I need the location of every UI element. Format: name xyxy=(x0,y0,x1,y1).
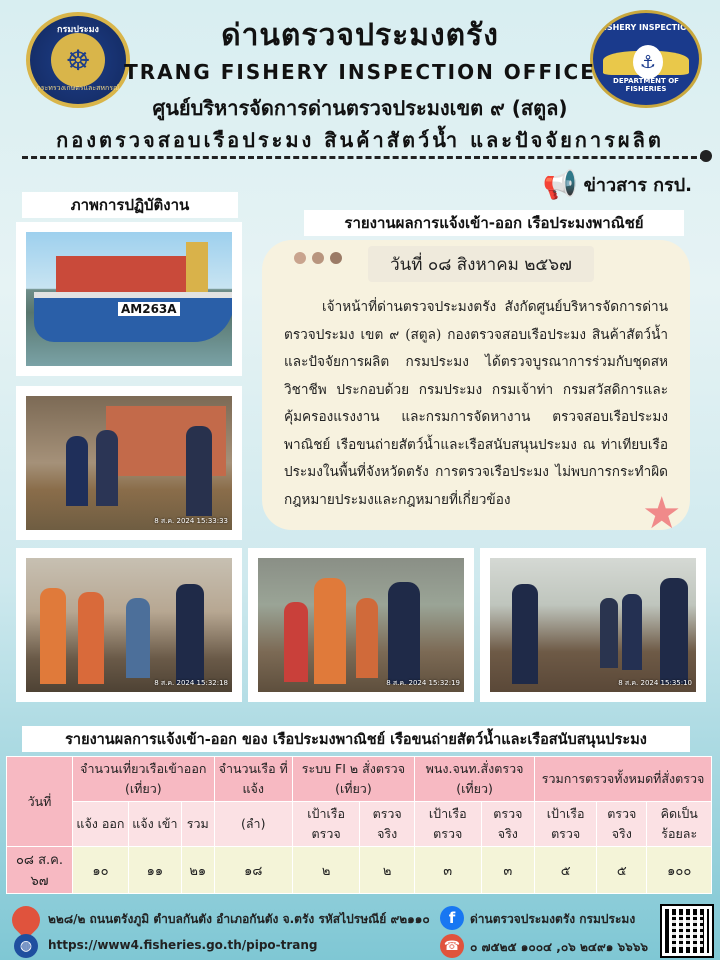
subtitle-center: ศูนย์บริหารจัดการด่านตรวจประมงเขต ๙ (สตูล) xyxy=(152,96,568,120)
sub-fi-target: เป้าเรือ ตรวจ xyxy=(292,802,360,847)
globe-icon: ◍ xyxy=(14,934,38,958)
sub-out: แจ้ง ออก xyxy=(73,802,129,847)
right-logo-top-text: FISHERY INSPECTION xyxy=(598,23,694,32)
col-boats: จำนวนเรือ ที่แจ้ง xyxy=(214,757,292,802)
col-fi: ระบบ FI ๒ สั่งตรวจ (เที่ยว) xyxy=(292,757,414,802)
crew-figure xyxy=(356,598,378,678)
qr-code xyxy=(662,906,712,956)
photo-crew-check-1 xyxy=(16,548,242,702)
news-label: ข่าวสาร กรป. xyxy=(583,175,692,196)
cell-tot-actual: ๕ xyxy=(597,847,647,894)
col-pnk: พนง.จนท.สั่งตรวจ (เที่ยว) xyxy=(414,757,534,802)
sub-pnk-target: เป้าเรือ ตรวจ xyxy=(414,802,481,847)
cell-in: ๑๑ xyxy=(128,847,181,894)
crew-figure xyxy=(284,602,308,682)
officer-figure xyxy=(600,598,618,668)
cell-fi-actual: ๒ xyxy=(360,847,415,894)
page-title: ด่านตรวจประมงตรัง xyxy=(221,18,499,53)
boat-registration: AM263A xyxy=(118,302,180,316)
divider xyxy=(22,156,706,159)
photo-inspection-boat xyxy=(16,386,242,540)
report-card xyxy=(262,240,690,530)
officer-figure xyxy=(186,426,212,516)
crew-figure xyxy=(314,578,346,684)
cell-pnk-actual: ๓ xyxy=(481,847,535,894)
report-body: เจ้าหน้าที่ด่านตรวจประมงตรัง สังกัดศูนย์บริหารจัดการด่านตรวจประมง เขต ๙ (สตูล) กองตรวจสอบเรือประมง สินค้าสัตว์น้ำ และปัจจัยการผลิต กรมประมง ได้ตรวจบูรณาการร่วมกับชุดสหวิชาชีพ ประกอบด้วย กรมประมง กรมเจ้าท่า กรมสวัสดิการและคุ้มครองแรงงาน และกรมการจัดหางาน ตรวจสอบเรือประมงพาณิชย์ เรือขนถ่ายสัตว์น้ำและเรือสนับสนุนประมง ณ ท่าเทียบเรือประมงในพื้นที่จังหวัดตรัง การตรวจเรือประมง ไม่พบการกระทำผิดกฎหมายประมงและกฎหมายที่เกี่ยวข้อง xyxy=(284,299,668,508)
col-total: รวมการตรวจทั้งหมดที่สั่งตรวจ xyxy=(535,757,712,802)
sub-in: แจ้ง เข้า xyxy=(128,802,181,847)
table-header-row xyxy=(7,757,712,802)
cell-sum: ๒๑ xyxy=(181,847,214,894)
footer xyxy=(0,900,720,960)
officer-figure xyxy=(176,584,204,684)
report-section-label: รายงานผลการแจ้งเข้า-ออก เรือประมงพาณิชย์ xyxy=(304,210,684,236)
officer-figure xyxy=(512,584,538,684)
sub-unit: (ลำ) xyxy=(214,802,292,847)
decorative-dots xyxy=(294,252,342,264)
phone-numbers: ๐ ๗๕๒๕ ๑๐๐๔ ,๐๖ ๒๔๙๑ ๖๖๖๖ xyxy=(470,940,649,954)
cell-day: ๐๘ ส.ค. ๖๗ xyxy=(7,847,73,894)
divider-dot xyxy=(700,150,712,162)
office-name-en: TRANG FISHERY INSPECTION OFFICE xyxy=(124,60,596,84)
left-logo-bottom-text: กระทรวงเกษตรและสหกรณ์ xyxy=(36,84,120,92)
sub-sum: รวม xyxy=(181,802,214,847)
table-title: รายงานผลการแจ้งเข้า-ออก ของ เรือประมงพาณิชย์ เรือขนถ่ายสัตว์น้ำและเรือสนับสนุนประมง xyxy=(22,726,690,752)
sub-fi-actual: ตรวจ จริง xyxy=(360,802,415,847)
crew-figure xyxy=(40,588,66,684)
col-day: วันที่ xyxy=(7,757,73,847)
header xyxy=(0,0,720,170)
report-table xyxy=(6,756,712,894)
anchor-icon: ⚓ xyxy=(633,45,663,79)
megaphone-icon: 📢 xyxy=(542,168,578,201)
photo-timestamp: 8 ส.ค. 2024 15:32:18 xyxy=(154,679,228,687)
cell-fi-target: ๒ xyxy=(292,847,360,894)
subtitle-division: กองตรวจสอบเรือประมง สินค้าสัตว์น้ำ และปัจจัยการผลิต xyxy=(56,128,664,152)
cell-pnk-target: ๓ xyxy=(414,847,481,894)
photo-boat xyxy=(16,222,242,376)
cell-pct: ๑๐๐ xyxy=(647,847,712,894)
cell-tot-target: ๕ xyxy=(535,847,597,894)
officer-figure xyxy=(96,430,118,506)
photo-timestamp: 8 ส.ค. 2024 15:33:33 xyxy=(154,517,228,525)
news-badge xyxy=(543,168,692,201)
officer-figure xyxy=(388,582,420,684)
facebook-icon: f xyxy=(440,906,464,930)
photo-officers-pier xyxy=(480,548,706,702)
table-subheader-row xyxy=(7,802,712,847)
photo-crew-check-2 xyxy=(248,548,474,702)
website-link[interactable]: https://www4.fisheries.go.th/pipo-trang xyxy=(48,938,318,952)
sub-pnk-actual: ตรวจ จริง xyxy=(481,802,535,847)
crew-figure xyxy=(126,598,150,678)
photo-timestamp: 8 ส.ค. 2024 15:35:10 xyxy=(618,679,692,687)
officer-figure xyxy=(660,578,688,684)
cell-out: ๑๐ xyxy=(73,847,129,894)
sub-tot-actual: ตรวจ จริง xyxy=(597,802,647,847)
photo-timestamp: 8 ส.ค. 2024 15:32:19 xyxy=(386,679,460,687)
report-date: วันที่ ๐๘ สิงหาคม ๒๕๖๗ xyxy=(368,246,594,282)
col-trips: จำนวนเที่ยวเรือเข้าออก (เที่ยว) xyxy=(73,757,215,802)
phone-icon: ☎ xyxy=(440,934,464,958)
facebook-page[interactable]: ด่านตรวจประมงตรัง กรมประมง xyxy=(470,912,636,926)
left-logo-top-text: กรมประมง xyxy=(57,25,99,35)
sub-tot-target: เป้าเรือ ตรวจ xyxy=(535,802,597,847)
officer-figure xyxy=(66,436,88,506)
address: ๒๒๘/๒ ถนนตรังภูมิ ตำบลกันตัง อำเภอกันตัง จ.ตรัง รหัสไปรษณีย์ ๙๒๑๑๐ xyxy=(48,912,430,926)
table-row xyxy=(7,847,712,894)
officer-figure xyxy=(622,594,642,670)
crew-figure xyxy=(78,592,104,684)
photos-section-label: ภาพการปฏิบัติงาน xyxy=(22,192,238,218)
boat-hull xyxy=(34,292,232,342)
sub-pct: คิดเป็น ร้อยละ xyxy=(647,802,712,847)
emblem-icon: ☸ xyxy=(51,33,105,87)
cell-boats: ๑๘ xyxy=(214,847,292,894)
right-logo-bottom-text: DEPARTMENT OF FISHERIES xyxy=(613,77,679,93)
starfish-icon: ★ xyxy=(642,488,682,539)
